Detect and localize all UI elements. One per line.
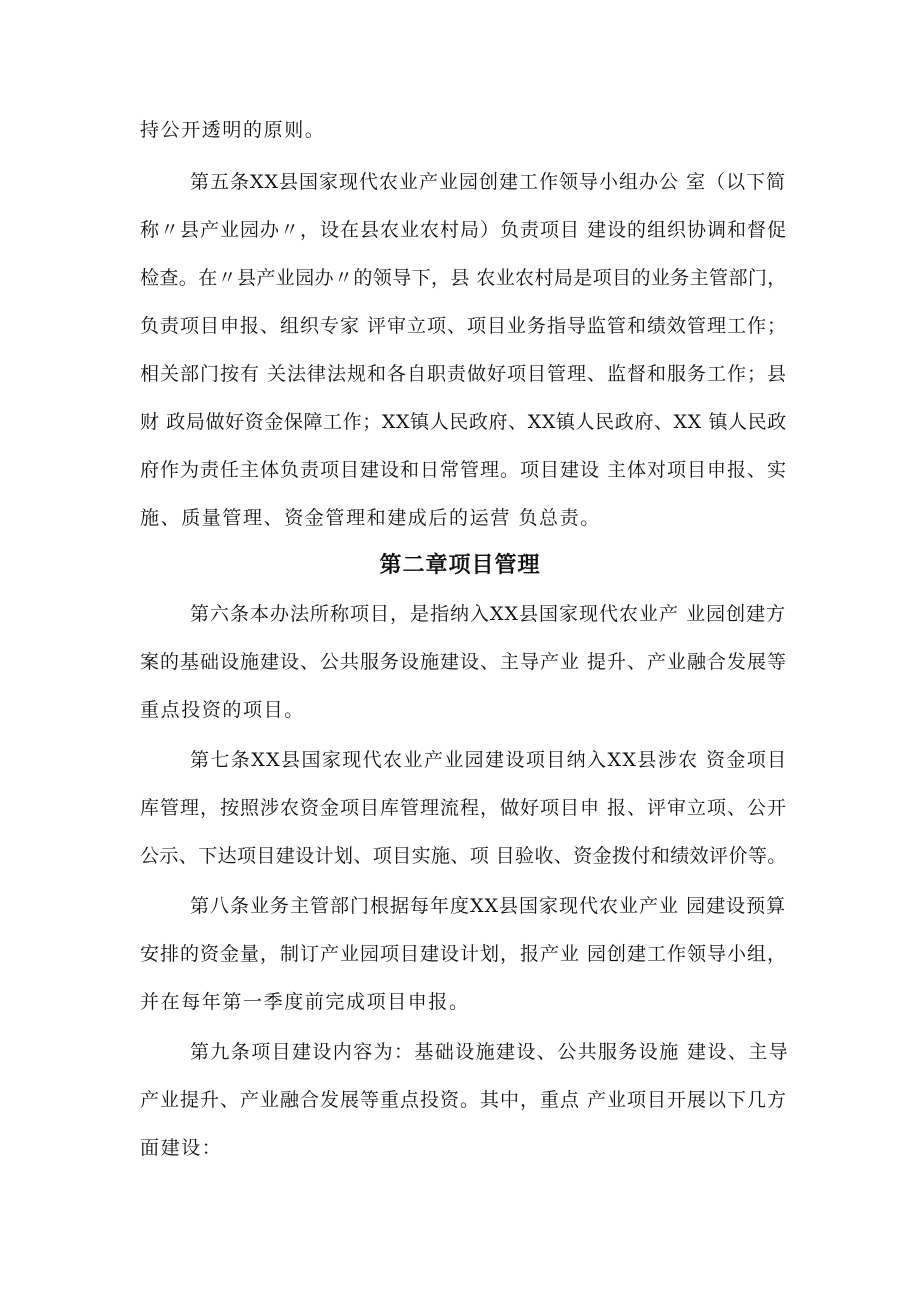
paragraph-continuation-line-1: 持公开透明的原则。 <box>140 119 326 141</box>
article-5-line-3: 检查。在〃县产业园办〃的领导下，县 农业农村局是项目的业务主管部门， <box>140 267 787 289</box>
chapter-2-heading: 第二章项目管理 <box>379 553 541 578</box>
article-5-line-8: 施、质量管理、资金管理和建成后的运营 负总责。 <box>140 507 601 529</box>
article-5-line-1: 第五条XX县国家现代农业产业园创建工作领导小组办公 室（以下简 <box>190 171 787 193</box>
article-7-line-3: 公示、下达项目建设计划、项目实施、项 目验收、资金拨付和绩效评价等。 <box>140 845 787 867</box>
article-8-line-3: 并在每年第一季度前完成项目申报。 <box>140 991 470 1013</box>
article-5-line-7: 府作为责任主体负责项目建设和日常管理。项目建设 主体对项目申报、实 <box>140 459 788 481</box>
article-5-line-4: 负责项目申报、组织专家 评审立项、项目业务指导监管和绩效管理工作； <box>140 315 788 337</box>
article-7-line-1: 第七条XX县国家现代农业产业园建设项目纳入XX县涉农 资金项目 <box>190 749 788 771</box>
article-5-line-5: 相关部门按有 关法律法规和各自职责做好项目管理、监督和服务工作；县 <box>140 363 788 385</box>
article-8-line-1: 第八条业务主管部门根据每年度XX县国家现代农业产业 园建设预算 <box>190 895 787 917</box>
article-6-line-1: 第六条本办法所称项目，是指纳入XX县国家现代农业产 业园创建方 <box>190 603 787 625</box>
article-7-line-2: 库管理，按照涉农资金项目库管理流程，做好项目申 报、评审立项、公开 <box>140 797 788 819</box>
article-9-line-1: 第九条项目建设内容为：基础设施建设、公共服务设施 建设、主导 <box>190 1041 790 1063</box>
article-9-line-3: 面建设： <box>140 1137 223 1159</box>
article-6-line-2: 案的基础设施建设、公共服务设施建设、主导产业 提升、产业融合发展等 <box>140 651 788 673</box>
article-9-line-2: 产业提升、产业融合发展等重点投资。其中，重点 产业项目开展以下几方 <box>140 1089 788 1111</box>
article-6-line-3: 重点投资的项目。 <box>140 699 305 721</box>
article-8-line-2: 安排的资金量，制订产业园项目建设计划，报产业 园创建工作领导小组， <box>140 943 788 965</box>
article-5-line-6: 财 政局做好资金保障工作；XX镇人民政府、XX镇人民政府、XX 镇人民政 <box>140 411 787 433</box>
article-5-line-2: 称〃县产业园办〃，设在县农业农村局）负责项目 建设的组织协调和督促 <box>140 219 788 241</box>
